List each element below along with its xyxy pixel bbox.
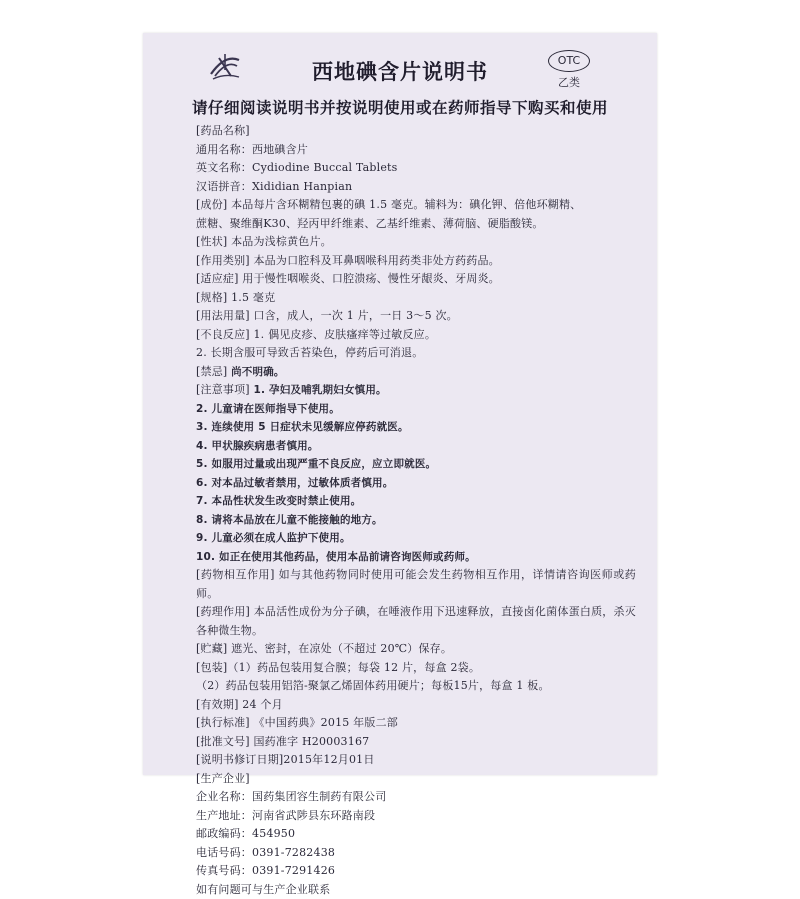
contraindications-label: [禁忌] bbox=[196, 365, 227, 378]
otc-class: 乙类 bbox=[548, 74, 590, 90]
category: [作用类别] 本品为口腔科及耳鼻咽喉科用药类非处方药药品。 bbox=[196, 252, 636, 271]
approval-number: [批准文号] 国药准字 H20003167 bbox=[196, 733, 636, 752]
precaution-item: 5. 如服用过量或出现严重不良反应，应立即就医。 bbox=[196, 455, 636, 474]
precaution-item: 3. 连续使用 5 日症状未见缓解应停药就医。 bbox=[196, 418, 636, 437]
adverse-reaction-2: 2. 长期含服可导致舌苔染色，停药后可消退。 bbox=[196, 344, 636, 363]
phone-number: 电话号码：0391-7282438 bbox=[196, 844, 636, 863]
usage-notice: 请仔细阅读说明书并按说明使用或在药师指导下购买和使用 bbox=[0, 96, 800, 118]
precaution-item: 4. 甲状腺疾病患者慎用。 bbox=[196, 437, 636, 456]
dosage: [用法用量] 口含，成人，一次 1 片，一日 3～5 次。 bbox=[196, 307, 636, 326]
specification: [规格] 1.5 毫克 bbox=[196, 289, 636, 308]
appearance: [性状] 本品为浅棕黄色片。 bbox=[196, 233, 636, 252]
postcode: 邮政编码：454950 bbox=[196, 825, 636, 844]
composition-line-2: 蔗糖、聚维酮K30、羟丙甲纤维素、乙基纤维素、薄荷脑、硬脂酸镁。 bbox=[196, 215, 636, 234]
leaflet-body bbox=[196, 122, 636, 899]
storage: [贮藏] 遮光、密封，在凉处（不超过 20℃）保存。 bbox=[196, 640, 636, 659]
company-name: 企业名称：国药集团容生制药有限公司 bbox=[196, 788, 636, 807]
company-address: 生产地址：河南省武陟县东环路南段 bbox=[196, 807, 636, 826]
precaution-item: 7. 本品性状发生改变时禁止使用。 bbox=[196, 492, 636, 511]
pharmacology: [药理作用] 本品活性成份为分子碘，在唾液作用下迅速释放，直接卤化菌体蛋白质，杀灭各种微生物。 bbox=[196, 603, 636, 640]
package-line-2: （2）药品包装用铝箔-聚氯乙烯固体药用硬片；每板15片，每盒 1 板。 bbox=[196, 677, 636, 696]
precaution-item: 10. 如正在使用其他药品，使用本品前请咨询医师或药师。 bbox=[196, 548, 636, 567]
revision-date: [说明书修订日期]2015年12月01日 bbox=[196, 751, 636, 770]
standard: [执行标准] 《中国药典》2015 年版二部 bbox=[196, 714, 636, 733]
contact-note: 如有问题可与生产企业联系 bbox=[196, 881, 636, 899]
fax-number: 传真号码：0391-7291426 bbox=[196, 862, 636, 881]
page-title: 西地碘含片说明书 bbox=[0, 56, 800, 86]
precaution-item: 6. 对本品过敏者禁用，过敏体质者慎用。 bbox=[196, 474, 636, 493]
otc-badge bbox=[548, 50, 590, 90]
precaution-item: 8. 请将本品放在儿童不能接触的地方。 bbox=[196, 511, 636, 530]
composition-line-1: [成份] 本品每片含环糊精包裹的碘 1.5 毫克。辅料为：碘化钾、倍他环糊精、 bbox=[196, 196, 636, 215]
manufacturer-label: [生产企业] bbox=[196, 770, 636, 789]
drug-name-label: [药品名称] bbox=[196, 122, 636, 141]
indications: [适应症] 用于慢性咽喉炎、口腔溃疡、慢性牙龈炎、牙周炎。 bbox=[196, 270, 636, 289]
english-name: 英文名称：Cydiodine Buccal Tablets bbox=[196, 159, 636, 178]
contraindications-text: 尚不明确。 bbox=[231, 366, 285, 378]
drug-interactions: [药物相互作用] 如与其他药物同时使用可能会发生药物相互作用，详情请咨询医师或药师。 bbox=[196, 566, 636, 603]
contraindications bbox=[196, 363, 636, 382]
package-line-1: [包装]（1）药品包装用复合膜；每袋 12 片，每盒 2袋。 bbox=[196, 659, 636, 678]
precaution-item: 2. 儿童请在医师指导下使用。 bbox=[196, 400, 636, 419]
precaution-item bbox=[196, 381, 636, 400]
precaution-item: 9. 儿童必须在成人监护下使用。 bbox=[196, 529, 636, 548]
pinyin-name: 汉语拼音：Xididian Hanpian bbox=[196, 178, 636, 197]
adverse-reaction-1: [不良反应] 1. 偶见皮疹、皮肤瘙痒等过敏反应。 bbox=[196, 326, 636, 345]
otc-mark: OTC bbox=[548, 50, 590, 72]
validity: [有效期] 24 个月 bbox=[196, 696, 636, 715]
generic-name: 通用名称：西地碘含片 bbox=[196, 141, 636, 160]
precautions-label: [注意事项] bbox=[196, 383, 250, 396]
precaution-text: 1. 孕妇及哺乳期妇女慎用。 bbox=[254, 384, 387, 396]
